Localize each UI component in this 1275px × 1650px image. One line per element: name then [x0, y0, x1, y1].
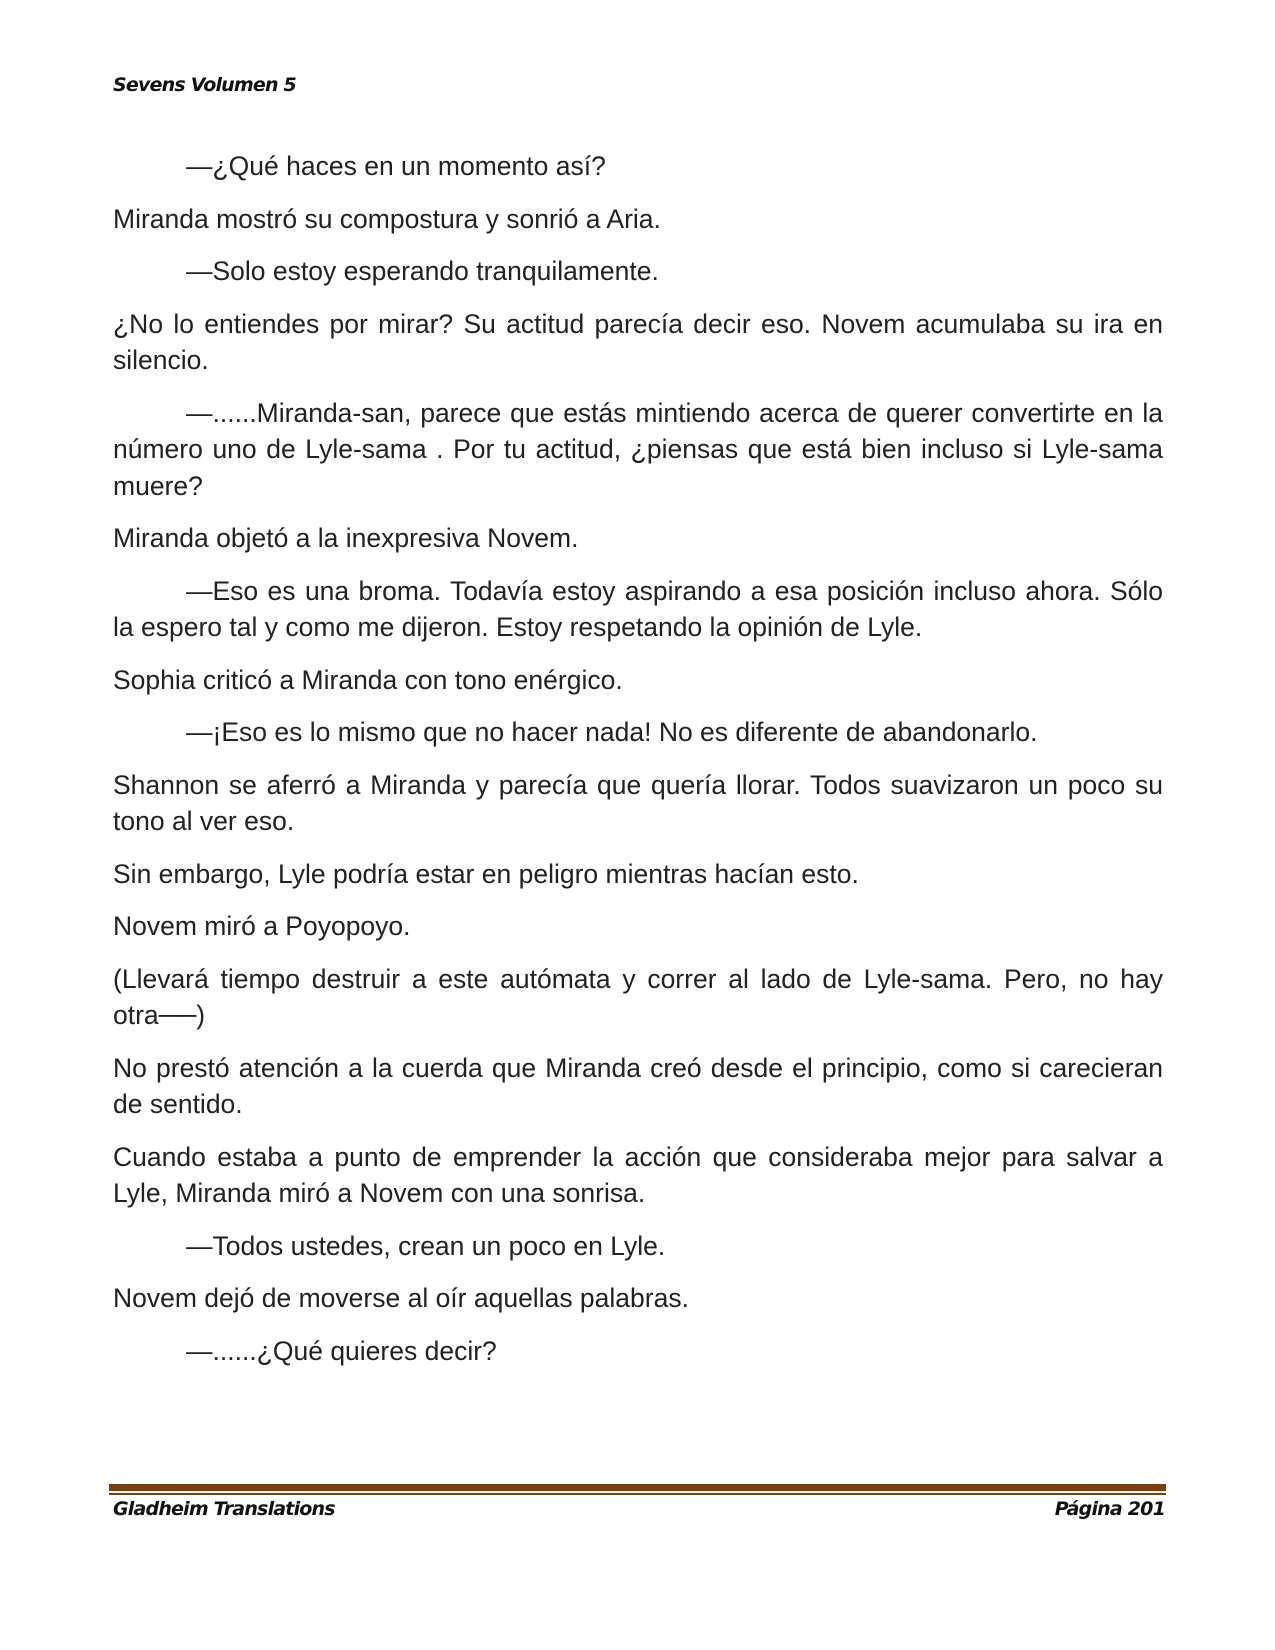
paragraph: Novem miró a Poyopoyo.: [113, 911, 411, 941]
paragraph: Shannon se aferró a Miranda y parecía que quería llorar. Todos suavizaron un poco su tono al ver eso.: [113, 769, 1163, 836]
paragraph: —¿Qué haces en un momento así?: [186, 151, 606, 181]
paragraph: No prestó atención a la cuerda que Miranda creó desde el principio, como si carecieran de sentido.: [113, 1052, 1163, 1119]
footer-publisher: Gladheim Translations: [113, 1498, 335, 1520]
footer-rule-thin: [109, 1493, 1166, 1495]
paragraph: —Solo estoy esperando tranquilamente.: [186, 256, 659, 286]
paragraph: Miranda mostró su compostura y sonrió a Aria.: [113, 203, 661, 234]
running-header: Sevens Volumen 5: [113, 74, 296, 96]
paragraph: —......Miranda-san, parece que estás mintiendo acerca de querer convertirte en la número uno de Lyle-sama . Por tu actitud, ¿piensas que está bien incluso si Lyle-sama muere?: [113, 397, 1163, 501]
paragraph: Sin embargo, Lyle podría estar en peligro mientras hacían esto.: [113, 858, 859, 889]
paragraph: —Todos ustedes, crean un poco en Lyle.: [186, 1230, 666, 1261]
paragraph: Cuando estaba a punto de emprender la acción que consideraba mejor para salvar a Lyle, Miranda miró a Novem con una sonrisa.: [113, 1141, 1163, 1208]
page-number: Página 201: [1054, 1498, 1165, 1520]
paragraph: Sophia criticó a Miranda con tono enérgico.: [113, 664, 623, 695]
footer-rule-thick: [109, 1484, 1166, 1491]
paragraph: Miranda objetó a la inexpresiva Novem.: [113, 523, 579, 553]
paragraph: (Llevará tiempo destruir a este autómata y correr al lado de Lyle-sama. Pero, no hay otra──): [113, 963, 1163, 1030]
paragraph: —Eso es una broma. Todavía estoy aspirando a esa posición incluso ahora. Sólo la espero tal y como me dijeron. Estoy respetando la opinión de Lyle.: [113, 575, 1163, 642]
paragraph: ¿No lo entiendes por mirar? Su actitud parecía decir eso. Novem acumulaba su ira en silencio.: [113, 308, 1163, 375]
paragraph: Novem dejó de moverse al oír aquellas palabras.: [113, 1283, 689, 1313]
paragraph: —......¿Qué quieres decir?: [186, 1335, 497, 1366]
page-body: [113, 148, 1163, 1385]
paragraph: —¡Eso es lo mismo que no hacer nada! No es diferente de abandonarlo.: [186, 717, 1038, 747]
